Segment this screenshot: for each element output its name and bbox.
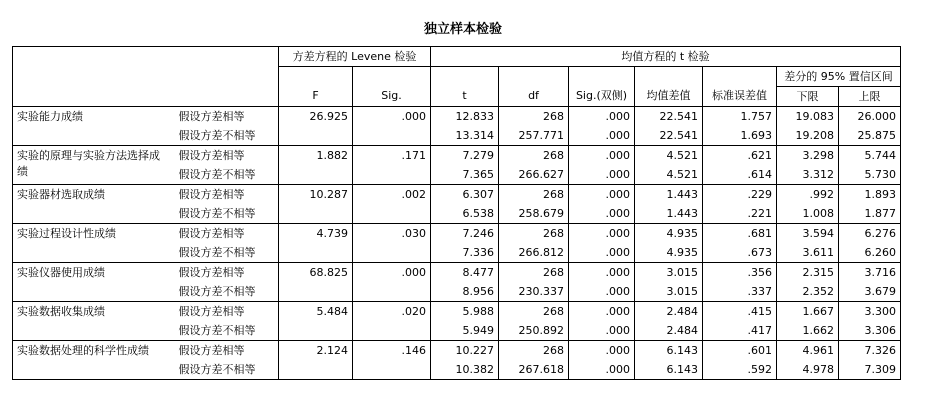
se-diff-value: .621 (703, 146, 777, 166)
t-value: 10.227 (431, 341, 499, 361)
levene-f-value: 1.882 (279, 146, 353, 166)
assume-unequal-label: 假设方差不相等 (175, 243, 279, 263)
se-diff-value: .601 (703, 341, 777, 361)
levene-sig-value: .020 (353, 302, 431, 322)
se-diff-value: 1.757 (703, 107, 777, 127)
header-blank-cell (635, 67, 703, 87)
df-value: 257.771 (499, 126, 569, 146)
mean-diff-value: 2.484 (635, 302, 703, 322)
ci-lower-value: 3.312 (777, 165, 839, 185)
t-value: 10.382 (431, 360, 499, 380)
header-blank-cell (431, 67, 499, 87)
t-value: 7.365 (431, 165, 499, 185)
levene-f-value: 5.484 (279, 302, 353, 322)
levene-sig-value: .002 (353, 185, 431, 205)
assume-unequal-label: 假设方差不相等 (175, 282, 279, 302)
levene-sig-value: .171 (353, 146, 431, 166)
assume-unequal-label: 假设方差不相等 (175, 321, 279, 341)
se-diff-value: .221 (703, 204, 777, 224)
ci-lower-value: .992 (777, 185, 839, 205)
assume-unequal-label: 假设方差不相等 (175, 360, 279, 380)
assume-unequal-label: 假设方差不相等 (175, 165, 279, 185)
t-value: 13.314 (431, 126, 499, 146)
header-blank-cell (353, 67, 431, 87)
mean-diff-value: 4.521 (635, 165, 703, 185)
sig-two-tailed-value: .000 (569, 107, 635, 127)
ci-upper-value: 7.326 (839, 341, 901, 361)
ci-lower-value: 3.594 (777, 224, 839, 244)
se-diff-value: .415 (703, 302, 777, 322)
ci-lower-value: 4.961 (777, 341, 839, 361)
sig-two-tailed-value: .000 (569, 360, 635, 380)
se-diff-value: .673 (703, 243, 777, 263)
empty-cell (279, 126, 353, 146)
t-value: 7.279 (431, 146, 499, 166)
ci-lower-value: 4.978 (777, 360, 839, 380)
empty-cell (279, 165, 353, 185)
empty-cell (279, 282, 353, 302)
ttest-group-header: 均值方程的 t 检验 (431, 47, 901, 67)
t-value: 7.336 (431, 243, 499, 263)
ci-upper-value: 7.309 (839, 360, 901, 380)
levene-f-value: 68.825 (279, 263, 353, 283)
levene-sig-value: .030 (353, 224, 431, 244)
ci-upper-value: 3.679 (839, 282, 901, 302)
empty-cell (279, 321, 353, 341)
sig-two-tailed-value: .000 (569, 302, 635, 322)
ci-lower-value: 2.315 (777, 263, 839, 283)
row-label: 实验数据收集成绩 (13, 302, 175, 341)
t-value: 5.949 (431, 321, 499, 341)
t-value: 8.477 (431, 263, 499, 283)
t-value: 7.246 (431, 224, 499, 244)
se-diff-value: 1.693 (703, 126, 777, 146)
ci-upper-value: 6.276 (839, 224, 901, 244)
independent-samples-test-table (12, 46, 901, 380)
levene-group-header: 方差方程的 Levene 检验 (279, 47, 431, 67)
table-row (13, 341, 901, 361)
row-label: 实验仪器使用成绩 (13, 263, 175, 302)
assume-equal-label: 假设方差相等 (175, 146, 279, 166)
ci-upper-value: 6.260 (839, 243, 901, 263)
ci-lower-value: 19.083 (777, 107, 839, 127)
ci-lower-value: 1.008 (777, 204, 839, 224)
table-title: 独立样本检验 (423, 22, 502, 37)
ci-upper-value: 3.306 (839, 321, 901, 341)
sig-two-tailed-value: .000 (569, 146, 635, 166)
table-row (13, 146, 901, 166)
empty-cell (279, 360, 353, 380)
assume-equal-label: 假设方差相等 (175, 341, 279, 361)
empty-cell (279, 204, 353, 224)
ci-upper-value: 25.875 (839, 126, 901, 146)
mean-diff-value: 4.935 (635, 224, 703, 244)
ci-lower-value: 3.298 (777, 146, 839, 166)
df-value: 230.337 (499, 282, 569, 302)
levene-f-value: 10.287 (279, 185, 353, 205)
header-row-3 (13, 87, 901, 107)
ci-upper-value: 1.877 (839, 204, 901, 224)
empty-cell (353, 321, 431, 341)
table-row (13, 107, 901, 127)
df-value: 267.618 (499, 360, 569, 380)
header-blank-cell (703, 67, 777, 87)
empty-cell (353, 360, 431, 380)
ci-lower-value: 2.352 (777, 282, 839, 302)
row-label: 实验数据处理的科学性成绩 (13, 341, 175, 380)
df-value: 266.812 (499, 243, 569, 263)
sig-two-tailed-value: .000 (569, 165, 635, 185)
empty-cell (279, 243, 353, 263)
table-row (13, 224, 901, 244)
sig-two-tailed-value: .000 (569, 185, 635, 205)
header-blank-cell (175, 47, 279, 67)
ci-group-header: 差分的 95% 置信区间 (777, 67, 901, 87)
ci-lower-value: 1.667 (777, 302, 839, 322)
sig-two-tailed-value: .000 (569, 321, 635, 341)
header-blank-cell (175, 87, 279, 107)
ci-lower-value: 1.662 (777, 321, 839, 341)
df-value: 268 (499, 341, 569, 361)
mean-diff-value: 6.143 (635, 360, 703, 380)
assume-equal-label: 假设方差相等 (175, 107, 279, 127)
table-row (13, 263, 901, 283)
row-label: 实验过程设计性成绩 (13, 224, 175, 263)
mean-diff-value: 3.015 (635, 263, 703, 283)
row-label: 实验的原理与实验方法选择成绩 (13, 146, 175, 185)
sig-two-tailed-value: .000 (569, 263, 635, 283)
header-blank-cell (175, 67, 279, 87)
col-header-sig-two-tailed: Sig.(双侧) (569, 87, 635, 107)
header-row-1 (13, 47, 901, 67)
assume-equal-label: 假设方差相等 (175, 302, 279, 322)
assume-unequal-label: 假设方差不相等 (175, 126, 279, 146)
t-value: 8.956 (431, 282, 499, 302)
mean-diff-value: 4.521 (635, 146, 703, 166)
sig-two-tailed-value: .000 (569, 224, 635, 244)
col-header-df: df (499, 87, 569, 107)
df-value: 268 (499, 302, 569, 322)
empty-cell (353, 282, 431, 302)
assume-equal-label: 假设方差相等 (175, 263, 279, 283)
mean-diff-value: 3.015 (635, 282, 703, 302)
t-value: 5.988 (431, 302, 499, 322)
assume-unequal-label: 假设方差不相等 (175, 204, 279, 224)
levene-f-value: 4.739 (279, 224, 353, 244)
table-row (13, 302, 901, 322)
df-value: 268 (499, 107, 569, 127)
t-value: 6.538 (431, 204, 499, 224)
col-header-F: F (279, 87, 353, 107)
mean-diff-value: 6.143 (635, 341, 703, 361)
t-value: 6.307 (431, 185, 499, 205)
row-label: 实验能力成绩 (13, 107, 175, 146)
col-header-mean-diff: 均值差值 (635, 87, 703, 107)
t-value: 12.833 (431, 107, 499, 127)
col-header-upper: 上限 (839, 87, 901, 107)
empty-cell (353, 165, 431, 185)
header-blank-cell (13, 67, 175, 87)
df-value: 268 (499, 263, 569, 283)
col-header-sig: Sig. (353, 87, 431, 107)
se-diff-value: .681 (703, 224, 777, 244)
table-row (13, 185, 901, 205)
df-value: 266.627 (499, 165, 569, 185)
col-header-t: t (431, 87, 499, 107)
header-blank-cell (569, 67, 635, 87)
mean-diff-value: 1.443 (635, 204, 703, 224)
levene-sig-value: .000 (353, 263, 431, 283)
df-value: 268 (499, 146, 569, 166)
ci-lower-value: 19.208 (777, 126, 839, 146)
levene-sig-value: .000 (353, 107, 431, 127)
sig-two-tailed-value: .000 (569, 341, 635, 361)
mean-diff-value: 22.541 (635, 107, 703, 127)
df-value: 268 (499, 224, 569, 244)
sig-two-tailed-value: .000 (569, 243, 635, 263)
se-diff-value: .356 (703, 263, 777, 283)
empty-cell (353, 204, 431, 224)
se-diff-value: .614 (703, 165, 777, 185)
assume-equal-label: 假设方差相等 (175, 224, 279, 244)
ci-upper-value: 5.744 (839, 146, 901, 166)
ci-upper-value: 26.000 (839, 107, 901, 127)
se-diff-value: .417 (703, 321, 777, 341)
sig-two-tailed-value: .000 (569, 126, 635, 146)
header-blank-cell (499, 67, 569, 87)
se-diff-value: .229 (703, 185, 777, 205)
df-value: 250.892 (499, 321, 569, 341)
mean-diff-value: 1.443 (635, 185, 703, 205)
df-value: 268 (499, 185, 569, 205)
empty-cell (353, 243, 431, 263)
header-blank-cell (13, 87, 175, 107)
header-blank-cell (279, 67, 353, 87)
mean-diff-value: 2.484 (635, 321, 703, 341)
assume-equal-label: 假设方差相等 (175, 185, 279, 205)
df-value: 258.679 (499, 204, 569, 224)
se-diff-value: .337 (703, 282, 777, 302)
ci-upper-value: 1.893 (839, 185, 901, 205)
sig-two-tailed-value: .000 (569, 204, 635, 224)
header-blank-cell (13, 47, 175, 67)
mean-diff-value: 4.935 (635, 243, 703, 263)
levene-f-value: 2.124 (279, 341, 353, 361)
header-row-2 (13, 67, 901, 87)
row-label: 实验器材选取成绩 (13, 185, 175, 224)
empty-cell (353, 126, 431, 146)
ci-upper-value: 3.300 (839, 302, 901, 322)
ci-lower-value: 3.611 (777, 243, 839, 263)
levene-sig-value: .146 (353, 341, 431, 361)
ci-upper-value: 3.716 (839, 263, 901, 283)
se-diff-value: .592 (703, 360, 777, 380)
mean-diff-value: 22.541 (635, 126, 703, 146)
col-header-se-diff: 标准误差值 (703, 87, 777, 107)
ci-upper-value: 5.730 (839, 165, 901, 185)
col-header-lower: 下限 (777, 87, 839, 107)
sig-two-tailed-value: .000 (569, 282, 635, 302)
levene-f-value: 26.925 (279, 107, 353, 127)
